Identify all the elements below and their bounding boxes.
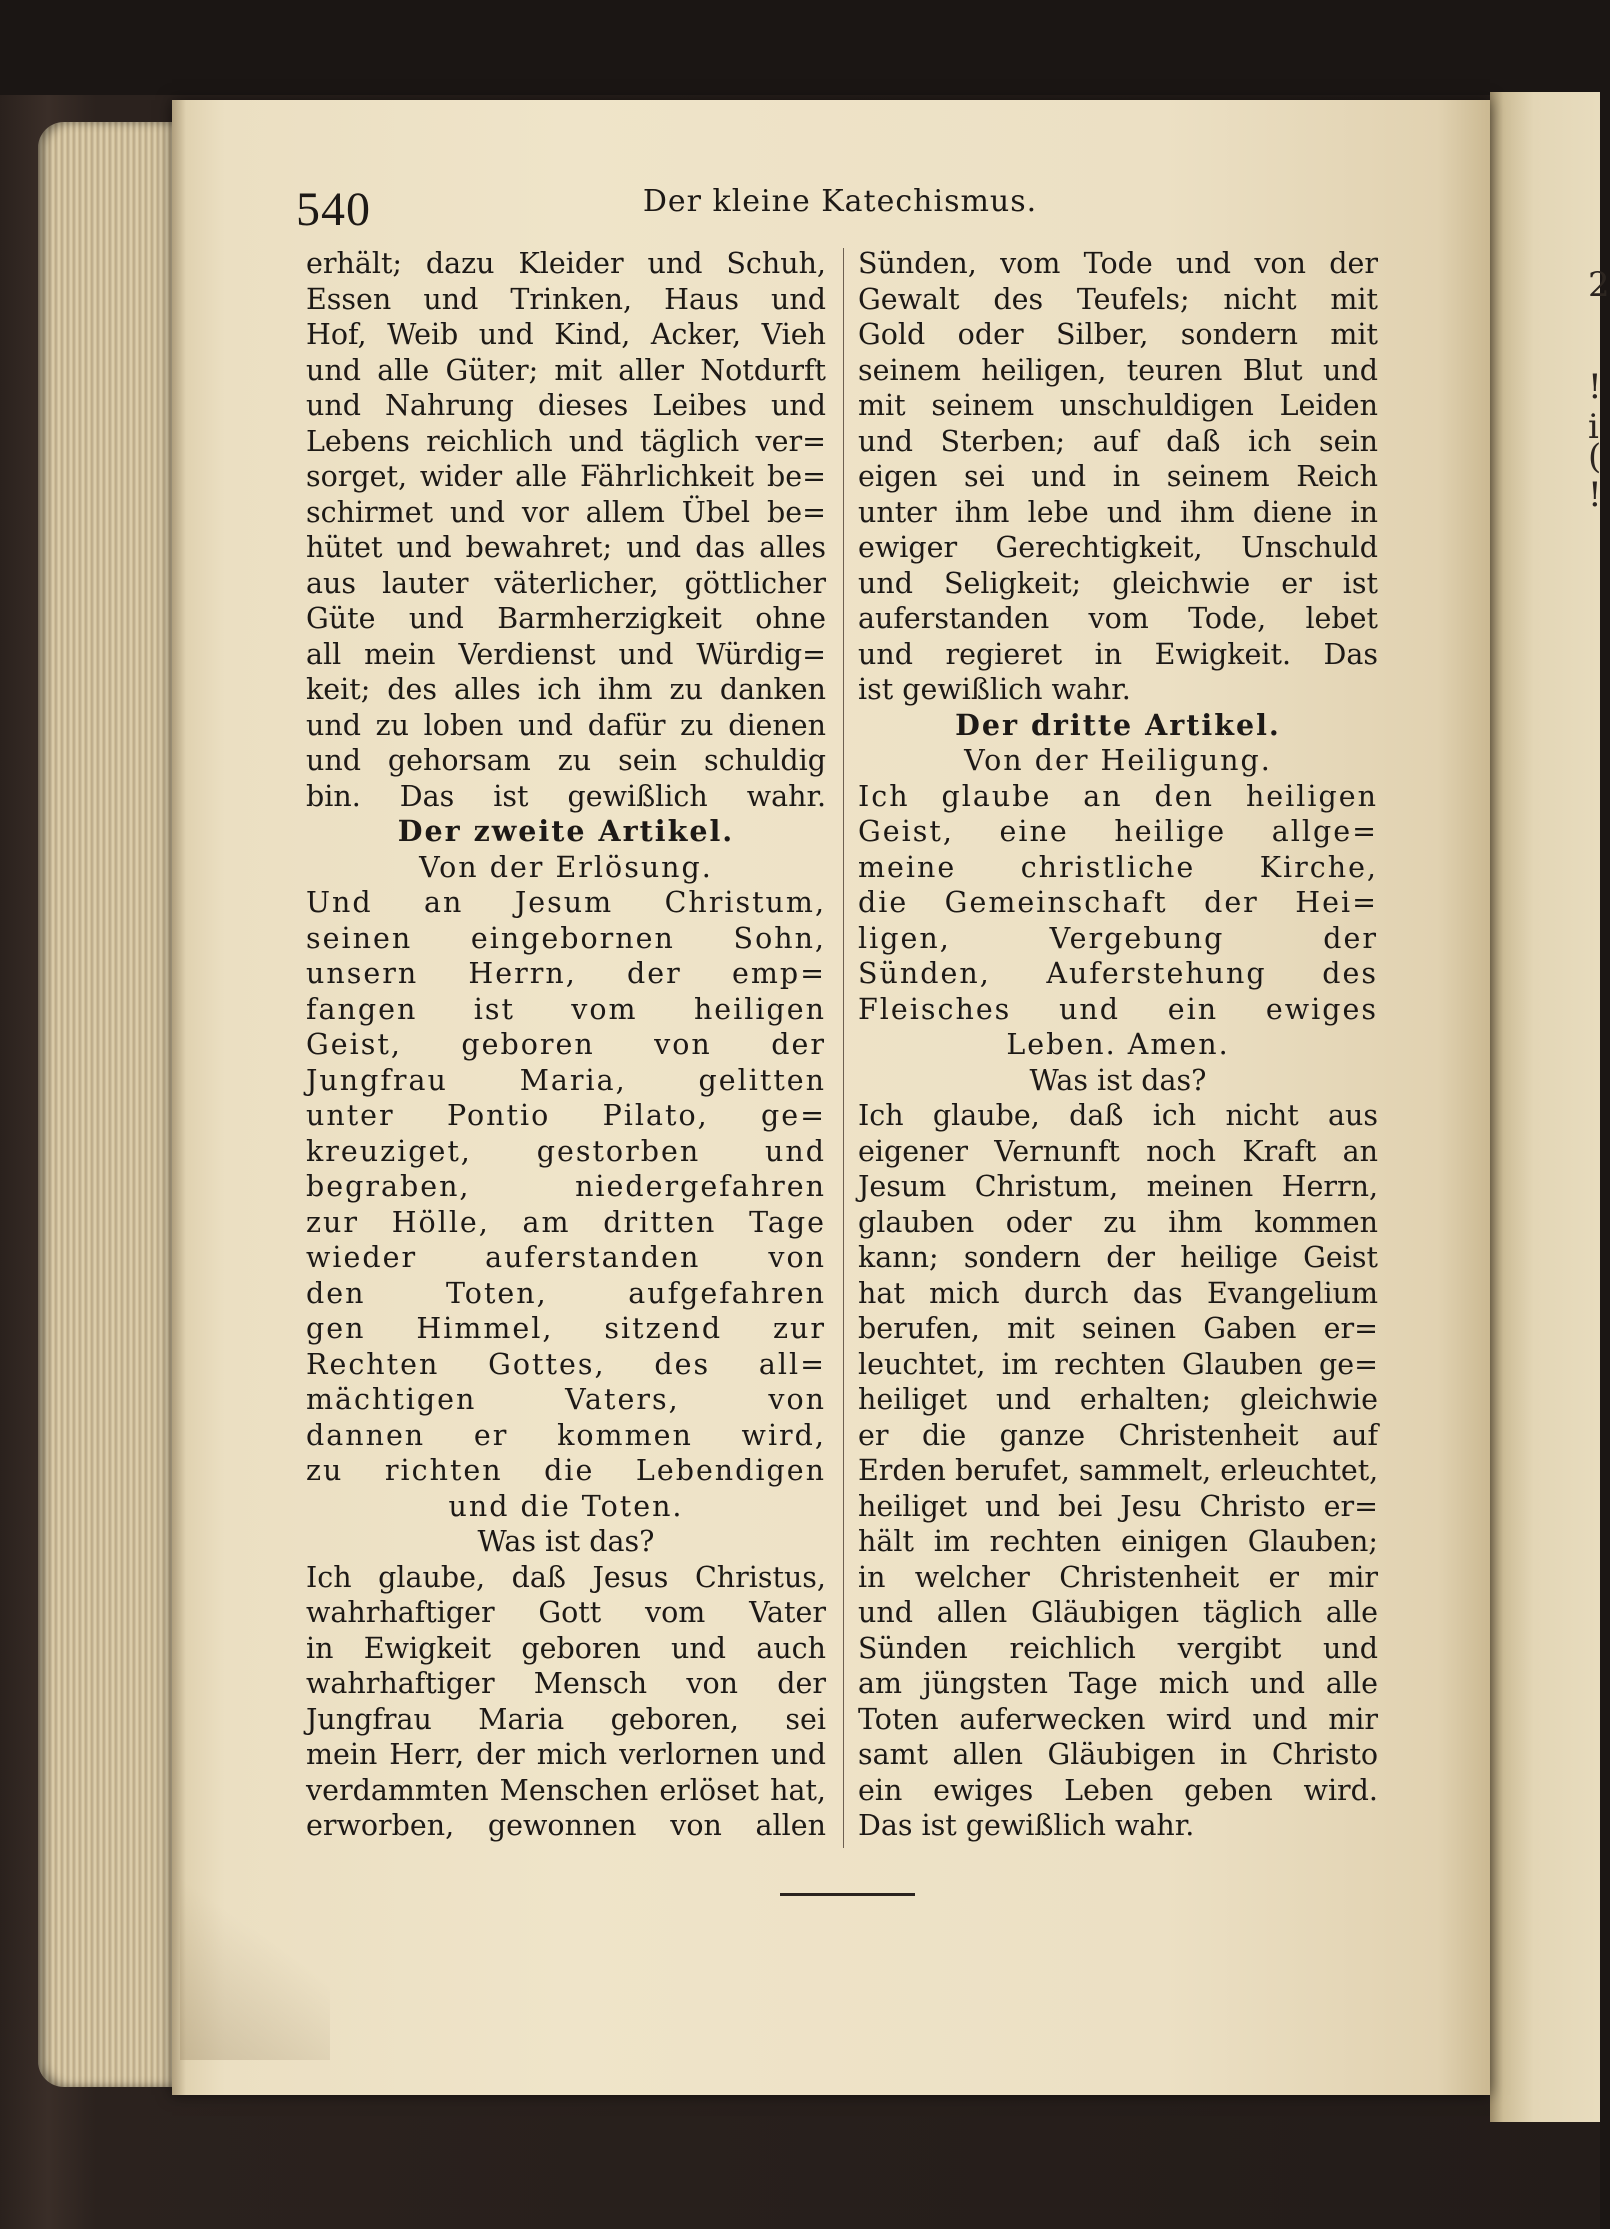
text-line: und zu loben und dafür zu dienen [306,708,826,742]
text-line: und Seligkeit; gleichwie er ist [858,566,1378,600]
column-divider [843,248,844,1848]
text-line: Toten auferwecken wird und mir [858,1702,1378,1736]
text-line: erhält; dazu Kleider und Schuh, [306,247,826,280]
text-line: er die ganze Christenheit auf [858,1418,1378,1452]
facing-page [1490,92,1600,2122]
text-line: hütet und bewahret; und das alles [306,531,826,564]
text-line: seinen eingebornen Sohn, [306,921,826,955]
section-heading: Der zweite Artikel. [397,814,735,848]
right-column [858,246,1378,1844]
text-line: Hof, Weib und Kind, Acker, Vieh [306,318,826,351]
text-line: und regieret in Ewigkeit. Das [858,637,1378,671]
text-line: die Gemeinschaft der Hei= [858,886,1378,919]
text-line: Sünden reichlich vergibt und [858,1631,1378,1665]
text-line: glauben oder zu ihm kommen [858,1205,1378,1239]
text-line: Ich glaube an den heiligen [858,779,1378,813]
text-line: und allen Gläubigen täglich alle [858,1596,1378,1629]
text-line: heiliget und bei Jesu Christo er= [858,1489,1378,1523]
text-line: wahrhaftiger Mensch von der [306,1667,826,1700]
text-line: berufen, mit seinen Gaben er= [858,1312,1378,1345]
text-line: aus lauter väterlicher, göttlicher [306,566,826,600]
text-line: hat mich durch das Evangelium [858,1276,1378,1310]
text-line: Geist, eine heilige allge= [858,815,1378,848]
text-line: all mein Verdienst und Würdig= [306,637,826,671]
text-line: ewiger Gerechtigkeit, Unschuld [858,531,1378,564]
text-line: kann; sondern der heilige Geist [858,1241,1378,1274]
text-line: den Toten, aufgefahren [306,1276,826,1310]
text-line: in Ewigkeit geboren und auch [306,1631,826,1665]
text-line: Von der Heiligung. [964,744,1272,777]
text-line: kreuziget, gestorben und [306,1134,826,1168]
running-head: Der kleine Katechismus. [642,184,1038,219]
text-line: Und an Jesum Christum, [306,886,826,919]
text-line: seinem heiligen, teuren Blut und [858,353,1378,387]
text-line: bin. Das ist gewißlich wahr. [306,779,826,813]
text-line: in welcher Christenheit er mir [858,1560,1378,1594]
text-line: Rechten Gottes, des all= [306,1347,826,1381]
text-line: unter ihm lebe und ihm diene in [858,495,1378,529]
text-line: Jungfrau Maria, gelitten [306,1063,826,1097]
text-line: Essen und Trinken, Haus und [306,282,826,316]
text-line: und gehorsam zu sein schuldig [306,744,826,777]
text-line: ein ewiges Leben geben wird. [858,1773,1378,1807]
text-line: eigener Vernunft noch Kraft an [858,1134,1378,1168]
text-line: ist gewißlich wahr. [858,673,1131,706]
text-line: unsern Herrn, der emp= [306,957,826,990]
left-column [306,246,826,1844]
text-line: und Nahrung dieses Leibes und [306,389,826,422]
text-line: unter Pontio Pilato, ge= [306,1099,826,1132]
text-line: Gold oder Silber, sondern mit [858,318,1378,351]
text-line: schirmet und vor allem Übel be= [306,495,826,529]
text-line: eigen sei und in seinem Reich [858,460,1378,493]
text-line: Jesum Christum, meinen Herrn, [858,1170,1378,1203]
text-line: auferstanden vom Tode, lebet [858,602,1378,635]
text-line: heiliget und erhalten; gleichwie [858,1383,1378,1416]
text-line: und alle Güter; mit aller Notdurft [306,353,826,387]
facing-page-glyph: 2 [1588,265,1610,305]
page-gutter-shadow [172,100,186,2095]
facing-page-glyph: ! [1588,367,1602,407]
text-line: Das ist gewißlich wahr. [858,1809,1195,1842]
text-line: sorget, wider alle Fährlichkeit be= [306,460,826,493]
text-line: dannen er kommen wird, [306,1418,826,1452]
text-line: erworben, gewonnen von allen [306,1809,826,1842]
page-number: 540 [296,183,371,236]
facing-page-glyph: ( [1588,437,1602,477]
text-line: meine christliche Kirche, [858,850,1378,884]
text-line: ligen, Vergebung der [858,921,1378,955]
section-heading: Der dritte Artikel. [955,707,1281,742]
text-line: Sünden, Auferstehung des [858,957,1378,990]
text-line: zu richten die Lebendigen [306,1454,826,1487]
text-line: Leben. Amen. [1006,1028,1230,1061]
text-line: keit; des alles ich ihm zu danken [306,673,826,706]
text-line: mein Herr, der mich verlornen und [306,1738,826,1771]
facing-page-glyph: i [1588,407,1599,447]
page-corner-fold [180,1860,330,2060]
text-line: Ich glaube, daß ich nicht aus [858,1099,1378,1132]
text-line: mit seinem unschuldigen Leiden [858,389,1378,422]
text-line: Sünden, vom Tode und von der [858,247,1378,280]
text-line: am jüngsten Tage mich und alle [858,1667,1378,1700]
text-line: Jungfrau Maria geboren, sei [306,1702,826,1736]
text-line: Geist, geboren von der [306,1028,826,1061]
text-line: Was ist das? [1029,1063,1207,1097]
text-line: wahrhaftiger Gott vom Vater [306,1596,826,1629]
text-line: wieder auferstanden von [306,1241,826,1274]
text-line: hält im rechten einigen Glauben; [858,1525,1378,1558]
text-line: verdammten Menschen erlöset hat, [306,1773,826,1807]
text-line: Von der Erlösung. [419,850,713,884]
end-rule [780,1893,915,1896]
text-line: begraben, niedergefahren [306,1170,826,1203]
text-line: Lebens reichlich und täglich ver= [306,424,826,458]
text-line: Ich glaube, daß Jesus Christus, [306,1560,826,1594]
text-line: mächtigen Vaters, von [306,1383,826,1416]
text-line: leuchtet, im rechten Glauben ge= [858,1347,1378,1381]
text-line: Güte und Barmherzigkeit ohne [306,602,826,635]
text-line: samt allen Gläubigen in Christo [858,1738,1378,1771]
text-line: Fleisches und ein ewiges [858,992,1378,1026]
text-line: und die Toten. [448,1489,684,1523]
text-line: Gewalt des Teufels; nicht mit [858,282,1378,316]
text-line: und Sterben; auf daß ich sein [858,424,1378,458]
text-line: fangen ist vom heiligen [306,992,826,1026]
text-line: Was ist das? [477,1525,655,1558]
text-line: Erden berufet, sammelt, erleuchtet, [858,1454,1379,1487]
text-line: zur Hölle, am dritten Tage [306,1205,826,1239]
page-edges [38,122,178,2087]
facing-page-glyph: ! [1588,475,1602,515]
text-line: gen Himmel, sitzend zur [306,1312,826,1345]
